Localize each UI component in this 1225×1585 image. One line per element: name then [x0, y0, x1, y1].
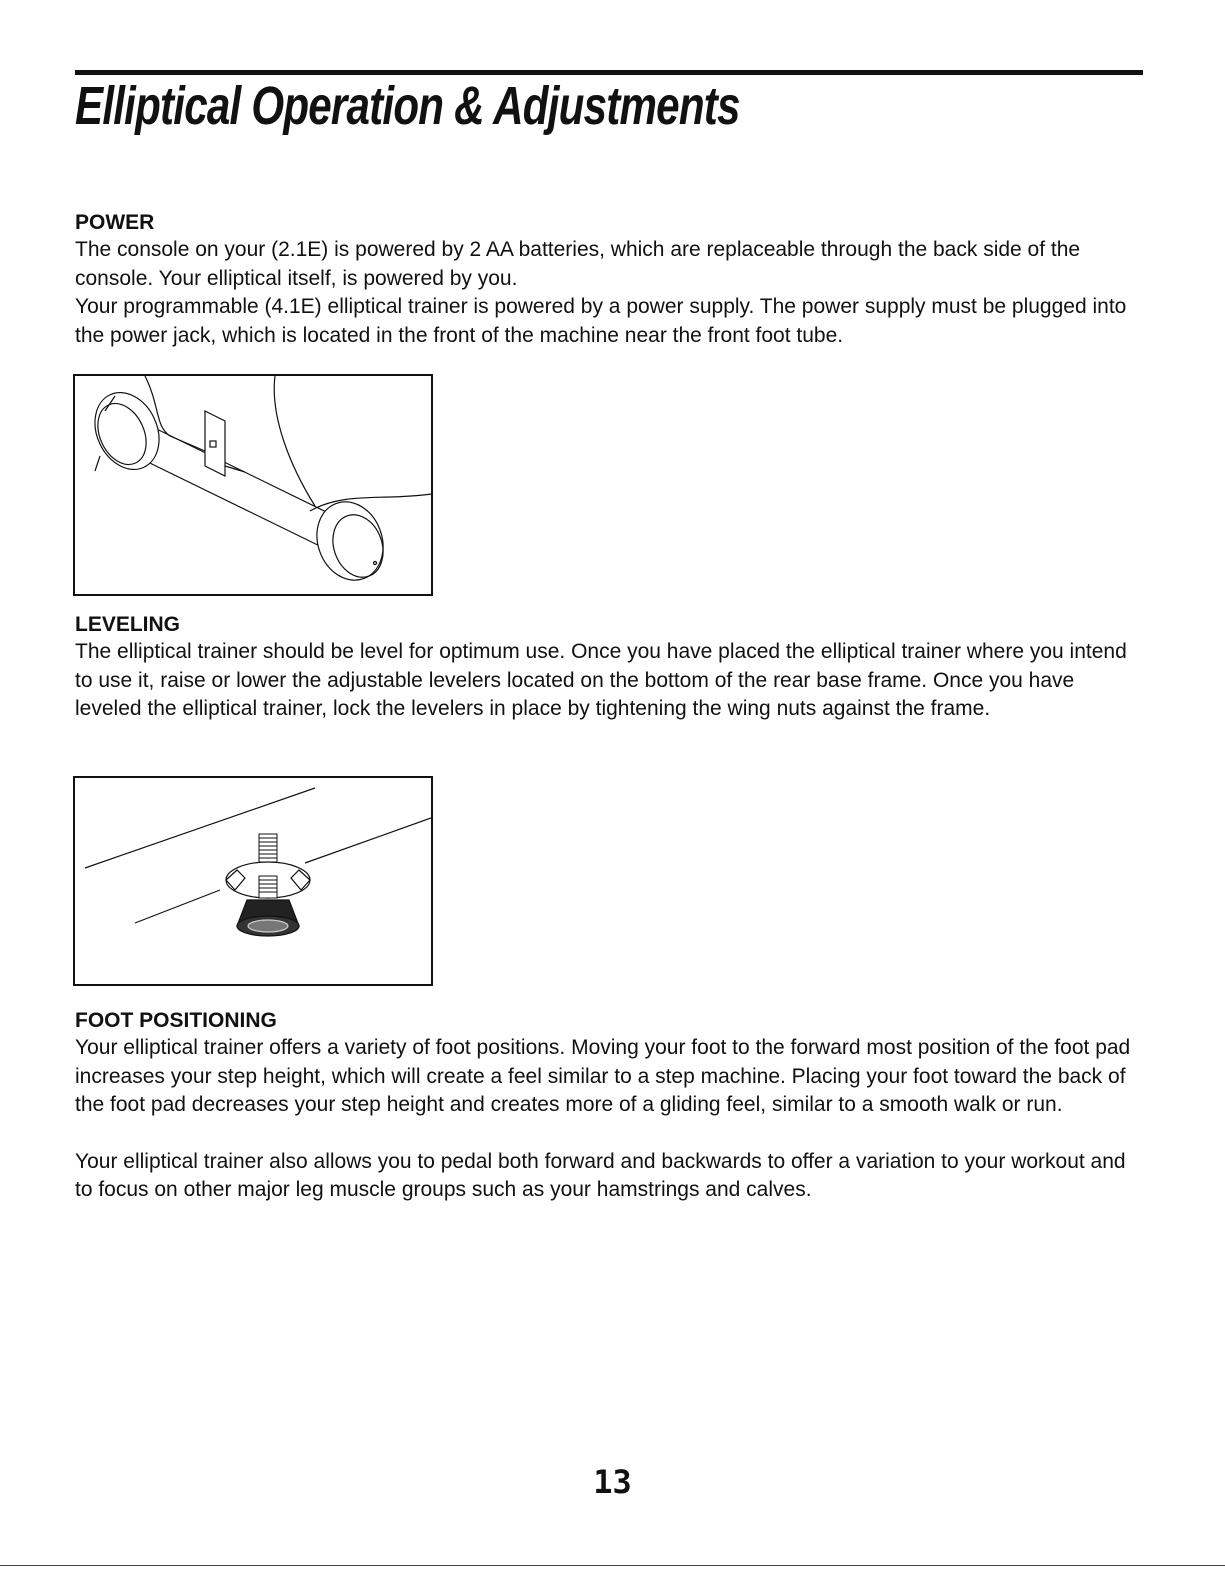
power-paragraph-2: Your programmable (4.1E) elliptical trainer is powered by a power supply. The power supply must be plugged into the power jack, which is located in the front of the machine near the front foot tube.	[75, 295, 1127, 347]
leveler-illustration	[73, 776, 433, 986]
power-paragraph-1: The console on your (2.1E) is powered by 2 AA batteries, which are replaceable through the back side of the console. Your elliptical itself, is powered by you.	[75, 238, 1081, 290]
page-title: Elliptical Operation & Adjustments	[75, 76, 740, 136]
foot-positioning-paragraph-1: Your elliptical trainer offers a variety of foot positions. Moving your foot to the forward most position of the foot pad increases your step height, which will create a feel similar to a step machine. Placing your foot toward the back of the foot pad decreases your step height and creates more of a gliding feel, similar to a smooth walk or run.	[75, 1036, 1131, 1116]
section-heading-power: POWER	[75, 211, 155, 234]
section-foot-positioning	[75, 1008, 1145, 1205]
section-leveling	[75, 612, 1145, 724]
power-jack-illustration	[73, 374, 433, 596]
section-heading-foot-positioning: FOOT POSITIONING	[75, 1009, 277, 1032]
page-bottom-rule	[0, 1565, 1225, 1566]
section-power	[75, 210, 1145, 350]
foot-positioning-paragraph-2: Your elliptical trainer also allows you to pedal both forward and backwards to offer a variation to your workout and to focus on other major leg muscle groups such as your hamstrings and calves.	[75, 1149, 1126, 1201]
leveling-paragraph-1: The elliptical trainer should be level for optimum use. Once you have placed the elliptical trainer where you intend to use it, raise or lower the adjustable levelers located on the bottom of the rear base frame. Once you have leveled the elliptical trainer, lock the levelers in place by tightening the wing nuts against the frame.	[75, 640, 1127, 720]
section-heading-leveling: LEVELING	[75, 613, 181, 636]
page-number: 13	[593, 1463, 632, 1501]
